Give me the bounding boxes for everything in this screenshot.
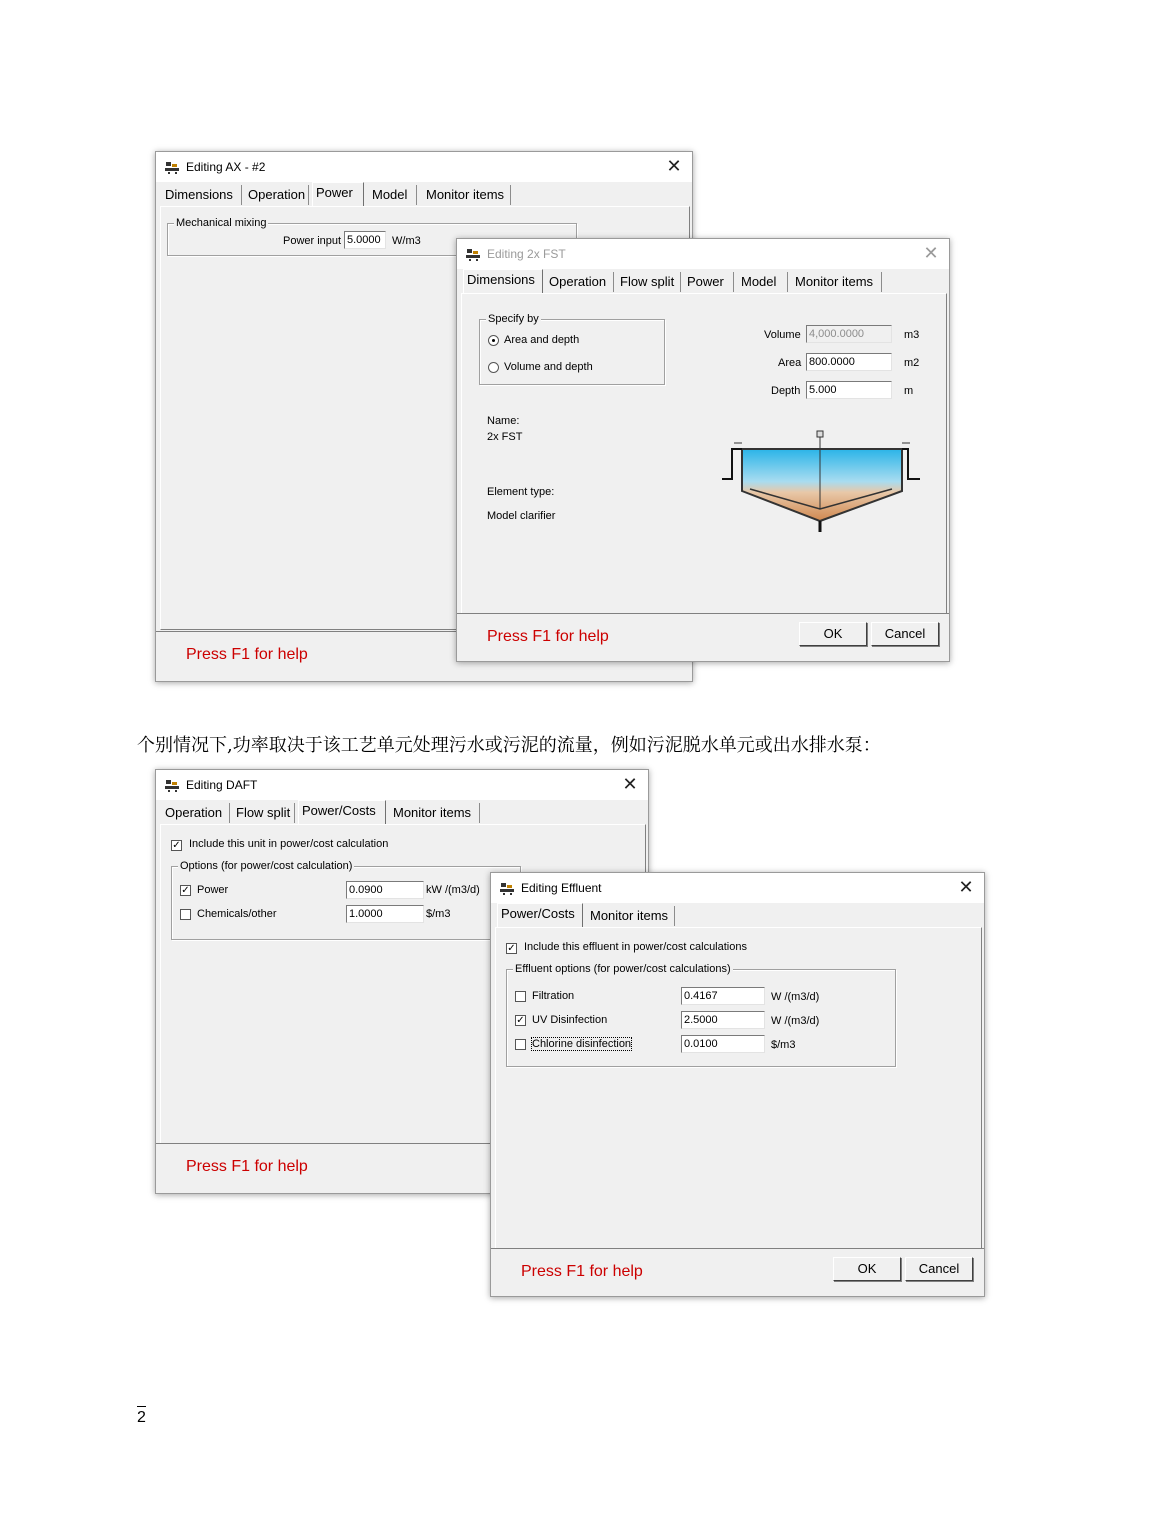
volume-unit: m3 (904, 329, 920, 341)
document-paragraph: 个别情况下,功率取决于该工艺单元处理污水或污泥的流量，例如污泥脱水单元或出水排水泵： (137, 735, 881, 756)
dialog-title: Editing Effluent (521, 881, 602, 895)
chlorine-checkbox[interactable] (515, 1039, 526, 1050)
title-bar (156, 152, 692, 182)
include-effluent-checkbox[interactable]: ✓ (507, 943, 516, 954)
uv-checkbox[interactable]: ✓ (516, 1015, 525, 1026)
page-number-text: 2 (137, 1409, 146, 1426)
include-unit-checkbox[interactable]: ✓ (172, 840, 181, 851)
tab-operation[interactable]: Operation (245, 185, 309, 205)
tab-dimensions[interactable]: Dimensions (162, 185, 242, 205)
close-icon[interactable]: ✕ (958, 877, 974, 897)
dialog-editing-fst (456, 238, 950, 662)
dialog-editing-effluent (490, 872, 985, 1297)
power-input-label: Power input (283, 235, 342, 247)
page-number (137, 1406, 146, 1427)
uv-unit: W /(m3/d) (771, 1015, 820, 1027)
tab-monitor-items[interactable]: Monitor items (792, 272, 882, 292)
name-label: Name: (487, 415, 520, 427)
tab-power[interactable]: Power (312, 182, 364, 206)
app-icon (465, 246, 481, 262)
chemicals-field[interactable]: 1.0000 (346, 905, 424, 923)
tab-model[interactable]: Model (738, 272, 788, 292)
area-unit: m2 (904, 357, 920, 369)
filtration-label: Filtration (532, 990, 575, 1002)
element-type-label: Element type: (487, 486, 555, 498)
app-icon (164, 777, 180, 793)
area-depth-label: Area and depth (504, 334, 580, 346)
tab-flow-split[interactable]: Flow split (617, 272, 681, 292)
help-text: Press F1 for help (186, 646, 308, 663)
ok-button[interactable]: OK (833, 1257, 901, 1281)
volume-label: Volume (764, 329, 801, 341)
dialog-footer (491, 1248, 984, 1296)
tab-operation[interactable]: Operation (162, 803, 230, 823)
chlorine-field[interactable]: 0.0100 (681, 1035, 765, 1053)
help-text: Press F1 for help (521, 1263, 643, 1280)
clarifier-diagram (720, 429, 922, 534)
close-icon[interactable]: ✕ (666, 156, 682, 176)
power-unit: kW /(m3/d) (426, 884, 480, 896)
effluent-options-group (506, 963, 896, 1067)
close-icon[interactable]: ✕ (923, 243, 939, 263)
power-field[interactable]: 0.0900 (346, 881, 424, 899)
options-group (171, 860, 521, 940)
cancel-button[interactable]: Cancel (871, 622, 939, 646)
filtration-unit: W /(m3/d) (771, 991, 820, 1003)
tab-power-costs[interactable]: Power/Costs (298, 800, 386, 824)
title-bar (457, 239, 949, 269)
help-text: Press F1 for help (487, 628, 609, 645)
filtration-checkbox[interactable] (515, 991, 526, 1002)
depth-field[interactable]: 5.000 (806, 381, 892, 399)
tab-panel (495, 927, 982, 1249)
title-bar (156, 770, 648, 800)
area-label: Area (778, 357, 802, 369)
area-field[interactable]: 800.0000 (806, 353, 892, 371)
volume-depth-label: Volume and depth (504, 361, 593, 373)
area-depth-radio[interactable] (488, 335, 499, 346)
chemicals-checkbox[interactable] (180, 909, 191, 920)
tab-panel (461, 293, 947, 615)
volume-field[interactable]: 4,000.0000 (806, 325, 892, 343)
tab-model[interactable]: Model (369, 185, 417, 205)
volume-depth-radio[interactable] (488, 362, 499, 373)
dialog-title: Editing 2x FST (487, 247, 566, 261)
depth-unit: m (904, 385, 914, 397)
group-label: Mechanical mixing (176, 217, 267, 229)
include-unit-label: Include this unit in power/cost calculation (189, 838, 389, 850)
dialog-title: Editing DAFT (186, 778, 258, 792)
chemicals-label: Chemicals/other (197, 908, 277, 920)
power-input-unit: W/m3 (392, 235, 421, 247)
filtration-field[interactable]: 0.4167 (681, 987, 765, 1005)
element-type-value: Model clarifier (487, 510, 556, 522)
tab-power[interactable]: Power (684, 272, 734, 292)
tab-flow-split[interactable]: Flow split (233, 803, 295, 823)
uv-label: UV Disinfection (532, 1014, 608, 1026)
tab-monitor-items[interactable]: Monitor items (423, 185, 511, 205)
uv-field[interactable]: 2.5000 (681, 1011, 765, 1029)
specify-by-group (479, 313, 665, 385)
ok-button[interactable]: OK (799, 622, 867, 646)
tab-monitor-items[interactable]: Monitor items (587, 906, 675, 926)
depth-label: Depth (771, 385, 801, 397)
tab-monitor-items[interactable]: Monitor items (390, 803, 480, 823)
cancel-button[interactable]: Cancel (905, 1257, 973, 1281)
power-input-field[interactable]: 5.0000 (344, 231, 386, 249)
app-icon (164, 159, 180, 175)
title-bar (491, 873, 984, 903)
group-label: Effluent options (for power/cost calculations) (515, 963, 731, 975)
help-text: Press F1 for help (186, 1158, 308, 1175)
group-label: Specify by (488, 313, 539, 325)
include-effluent-label: Include this effluent in power/cost calculations (524, 941, 747, 953)
power-label: Power (197, 884, 229, 896)
chlorine-unit: $/m3 (771, 1039, 796, 1051)
app-icon (499, 880, 515, 896)
power-checkbox[interactable]: ✓ (181, 885, 190, 896)
dialog-footer (457, 613, 949, 661)
tab-operation[interactable]: Operation (546, 272, 614, 292)
name-value: 2x FST (487, 431, 523, 443)
dialog-title: Editing AX - #2 (186, 160, 266, 174)
chemicals-unit: $/m3 (426, 908, 451, 920)
group-label: Options (for power/cost calculation) (180, 860, 353, 872)
tab-dimensions[interactable]: Dimensions (463, 269, 543, 293)
tab-power-costs[interactable]: Power/Costs (497, 903, 583, 927)
chlorine-label: Chlorine disinfection (532, 1038, 632, 1050)
close-icon[interactable]: ✕ (622, 774, 638, 794)
